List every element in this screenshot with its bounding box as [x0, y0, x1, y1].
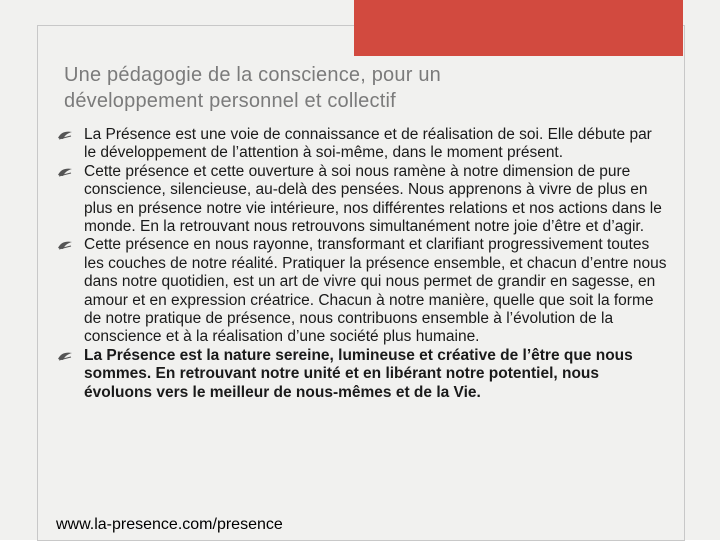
footer-url[interactable]: www.la-presence.com/presence [56, 516, 283, 533]
bullet-text: La Présence est une voie de connaissance et de réalisation de soi. Elle débute par le développement de l’attention à soi-même, dans le moment présent. [84, 126, 652, 162]
bullet-text: Cette présence et cette ouverture à soi nous ramène à notre dimension de pure conscience, silencieuse, au-delà des pensées. Nous apprenons à vivre de plus en plus en présence notre vie intérieure, nos différentes relations et nos actions dans le monde. En la retrouvant nous retrouvons simultanément notre joie d’être et d’agir. [84, 162, 662, 236]
bullet-item [55, 126, 667, 163]
title-line-2: développement personnel et collectif [64, 90, 396, 112]
bullet-item [55, 236, 667, 346]
bullet-text: La Présence est la nature sereine, lumineuse et créative de l’être que nous sommes. En retrouvant notre unité et en libérant notre potentiel, nous évoluons vers le meilleur de nous-mêmes et de la Vie. [84, 346, 633, 401]
fleuron-bullet-icon [57, 240, 73, 251]
bullet-item [55, 163, 667, 237]
bullet-item [55, 347, 667, 402]
bullet-text: Cette présence en nous rayonne, transformant et clarifiant progressivement toutes les couches de notre réalité. Pratiquer la présence ensemble, et chacun d’entre nous dans notre quotidien, est un art de vivre qui nous permet de grandir en sagesse, en amour et en expression créatrice. Chacun à notre manière, quelle que soit la forme de notre pratique de présence, nous contribuons ensemble à l’évolution de la conscience et à la réalisation d’une société plus humaine. [84, 236, 667, 346]
bullet-list [55, 126, 667, 402]
slide-title [64, 62, 624, 114]
fleuron-bullet-icon [57, 167, 73, 178]
fleuron-bullet-icon [57, 351, 73, 362]
accent-bar [354, 0, 683, 56]
title-line-1: Une pédagogie de la conscience, pour un [64, 64, 441, 86]
fleuron-bullet-icon [57, 130, 73, 141]
